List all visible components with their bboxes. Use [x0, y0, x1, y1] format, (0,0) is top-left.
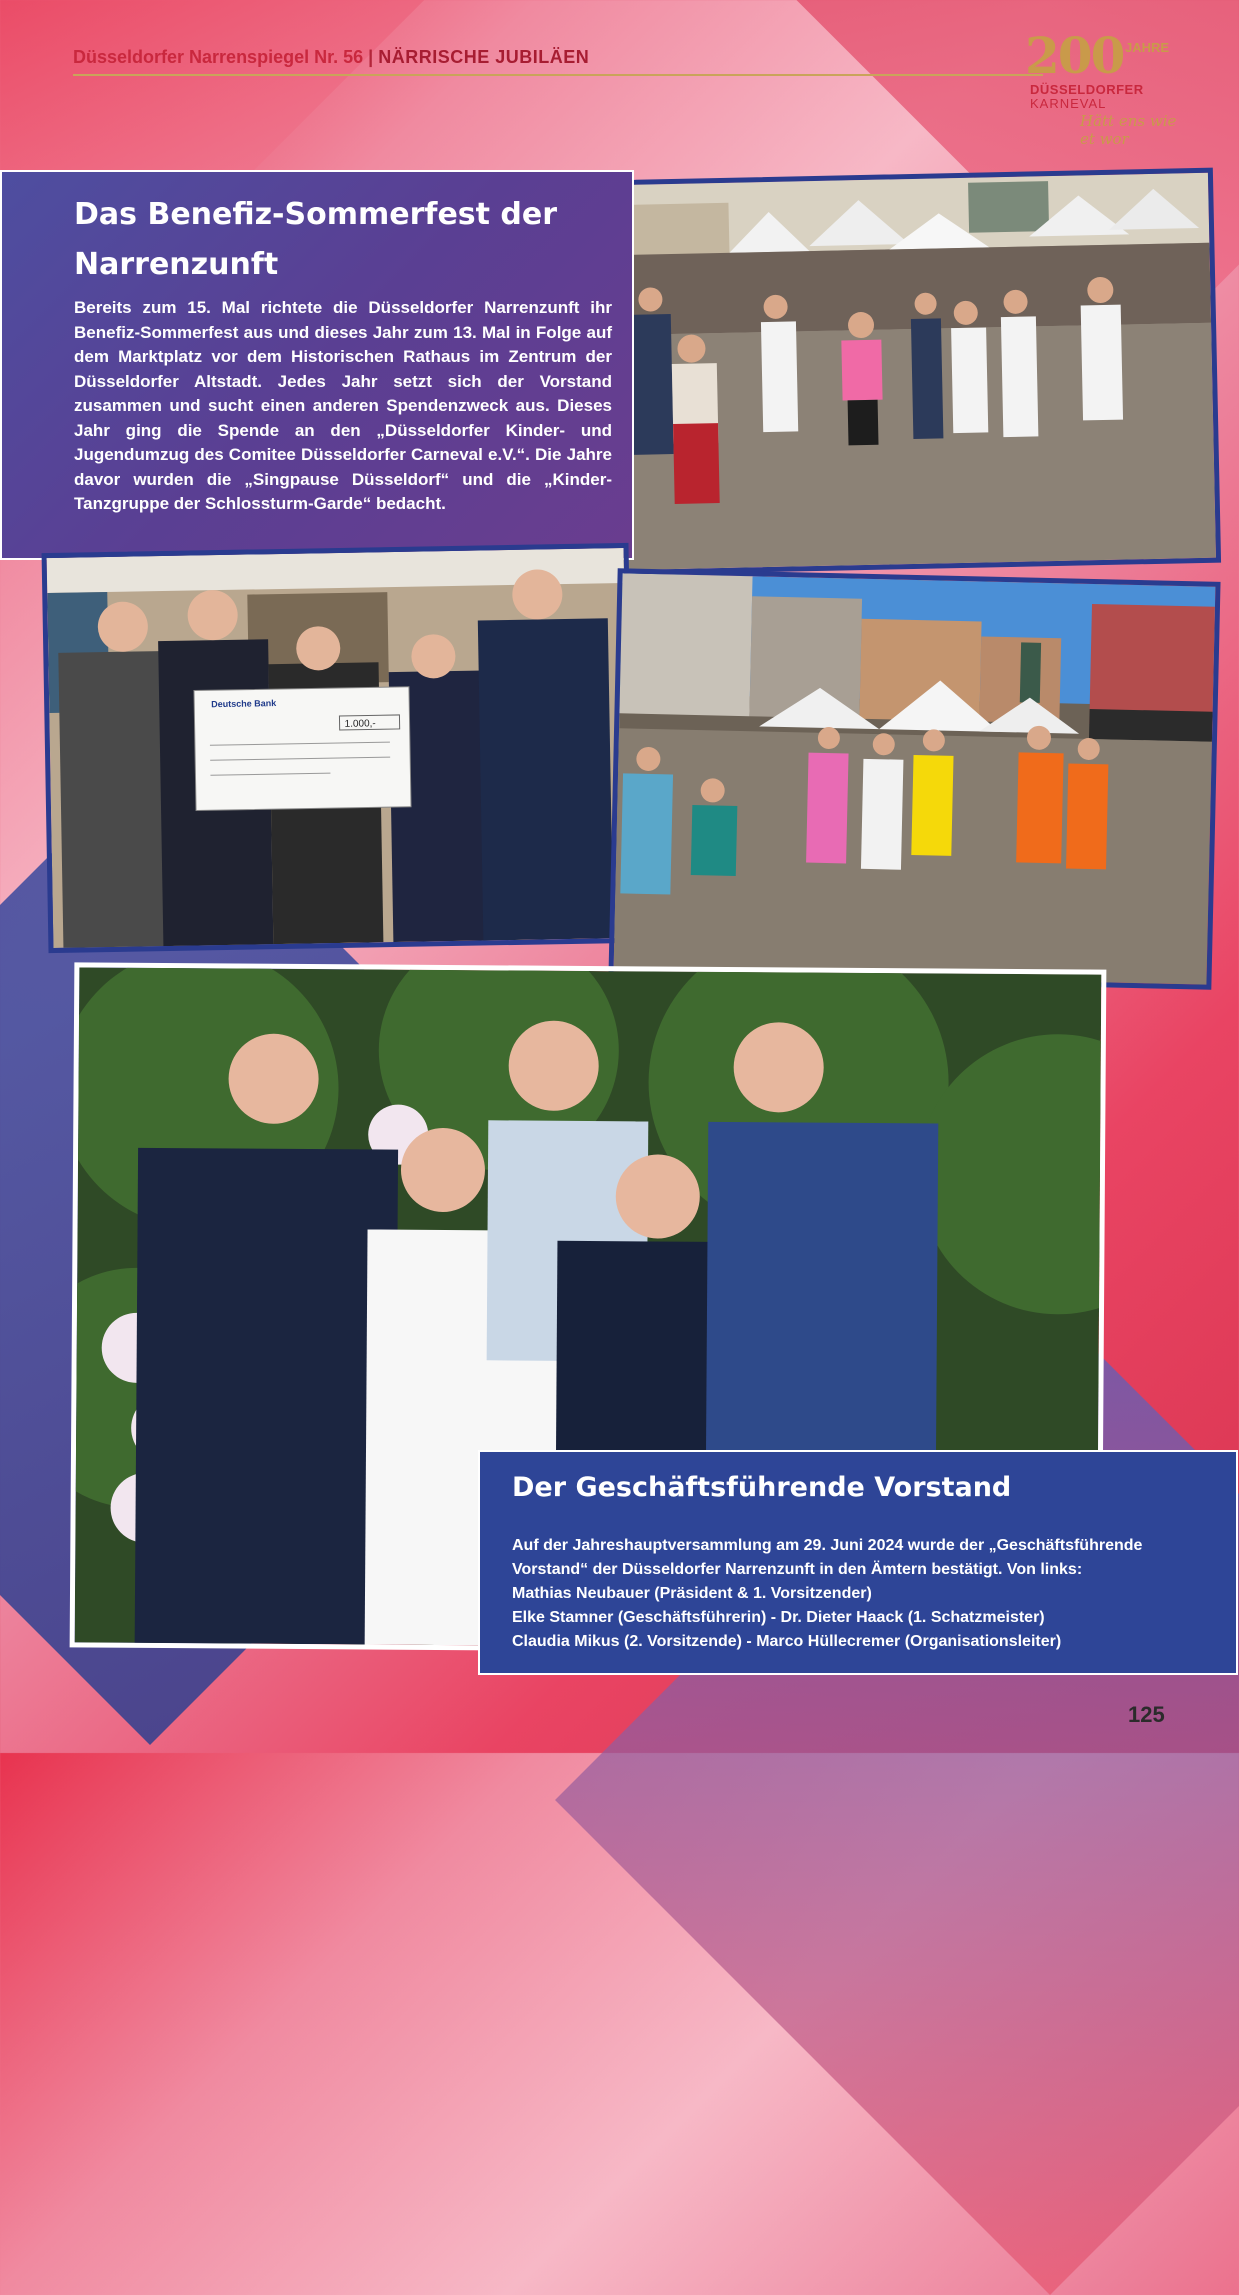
- magazine-title: Düsseldorfer Narrenspiegel Nr. 56: [73, 47, 364, 67]
- photo-check-handover: [42, 543, 636, 953]
- header-separator: |: [368, 47, 374, 67]
- logo-jahre: JAHRE: [1125, 40, 1170, 55]
- article-vorstand: [478, 1450, 1238, 1675]
- photo-sommerfest-crowd: [603, 168, 1221, 576]
- article-vorstand-line4: Claudia Mikus (2. Vorsitzende) - Marco Hüllecremer (Organisationsleiter): [512, 1633, 1062, 1650]
- article-vorstand-line2: Mathias Neubauer (Präsident & 1. Vorsitzender): [512, 1585, 872, 1602]
- header-divider: [73, 74, 1043, 76]
- check-amount: 1.000,-: [344, 718, 376, 730]
- article-sommerfest: [0, 170, 634, 560]
- article-sommerfest-body: Bereits zum 15. Mal richtete die Düsseldorfer Narrenzunft ihr Benefiz-Sommerfest aus und dieses Jahr zum 13. Mal in Folge auf dem Marktplatz vor dem Historischen Rathaus im Zentrum der Düsseldorfer Altstadt. Jedes Jahr setzt sich der Vorstand zusammen und sucht einen anderen Spendenzweck aus. Dieses Jahr ging die Spende an den „Düsseldorfer Kinder- und Jugendumzug des Comitee Düsseldorfer Carneval e.V.“. Die Jahre davor wurden die „Singpause Düsseldorf“ und die „Kinder-Tanzgruppe der Schlossturm-Garde“ bedacht.: [74, 298, 612, 513]
- article-sommerfest-title: Das Benefiz-Sommerfest der Narrenzunft: [74, 197, 558, 282]
- logo-slogan: Hätt ens wie et wor: [1080, 112, 1177, 148]
- page-header: [73, 47, 589, 68]
- anniversary-logo: [1025, 26, 1180, 146]
- article-vorstand-title: Der Geschäftsführende Vorstand: [512, 1472, 1012, 1503]
- article-vorstand-line3: Elke Stamner (Geschäftsführerin) - Dr. Dieter Haack (1. Schatzmeister): [512, 1609, 1045, 1626]
- logo-number: 200: [1025, 26, 1124, 85]
- logo-line2: KARNEVAL: [1030, 96, 1107, 111]
- page-number: 125: [1128, 1702, 1165, 1727]
- section-title: NÄRRISCHE JUBILÄEN: [378, 47, 590, 67]
- article-vorstand-body: [512, 1534, 1202, 1654]
- check-bank: Deutsche Bank: [211, 698, 277, 710]
- logo-line1: DÜSSELDORFER: [1030, 82, 1144, 97]
- photo-market-square: [608, 568, 1220, 990]
- article-vorstand-line1: Auf der Jahreshauptversammlung am 29. Juni 2024 wurde der „Geschäftsführende Vorstand“ der Düsseldorfer Narrenzunft in den Ämtern bestätigt. Von links:: [512, 1537, 1143, 1578]
